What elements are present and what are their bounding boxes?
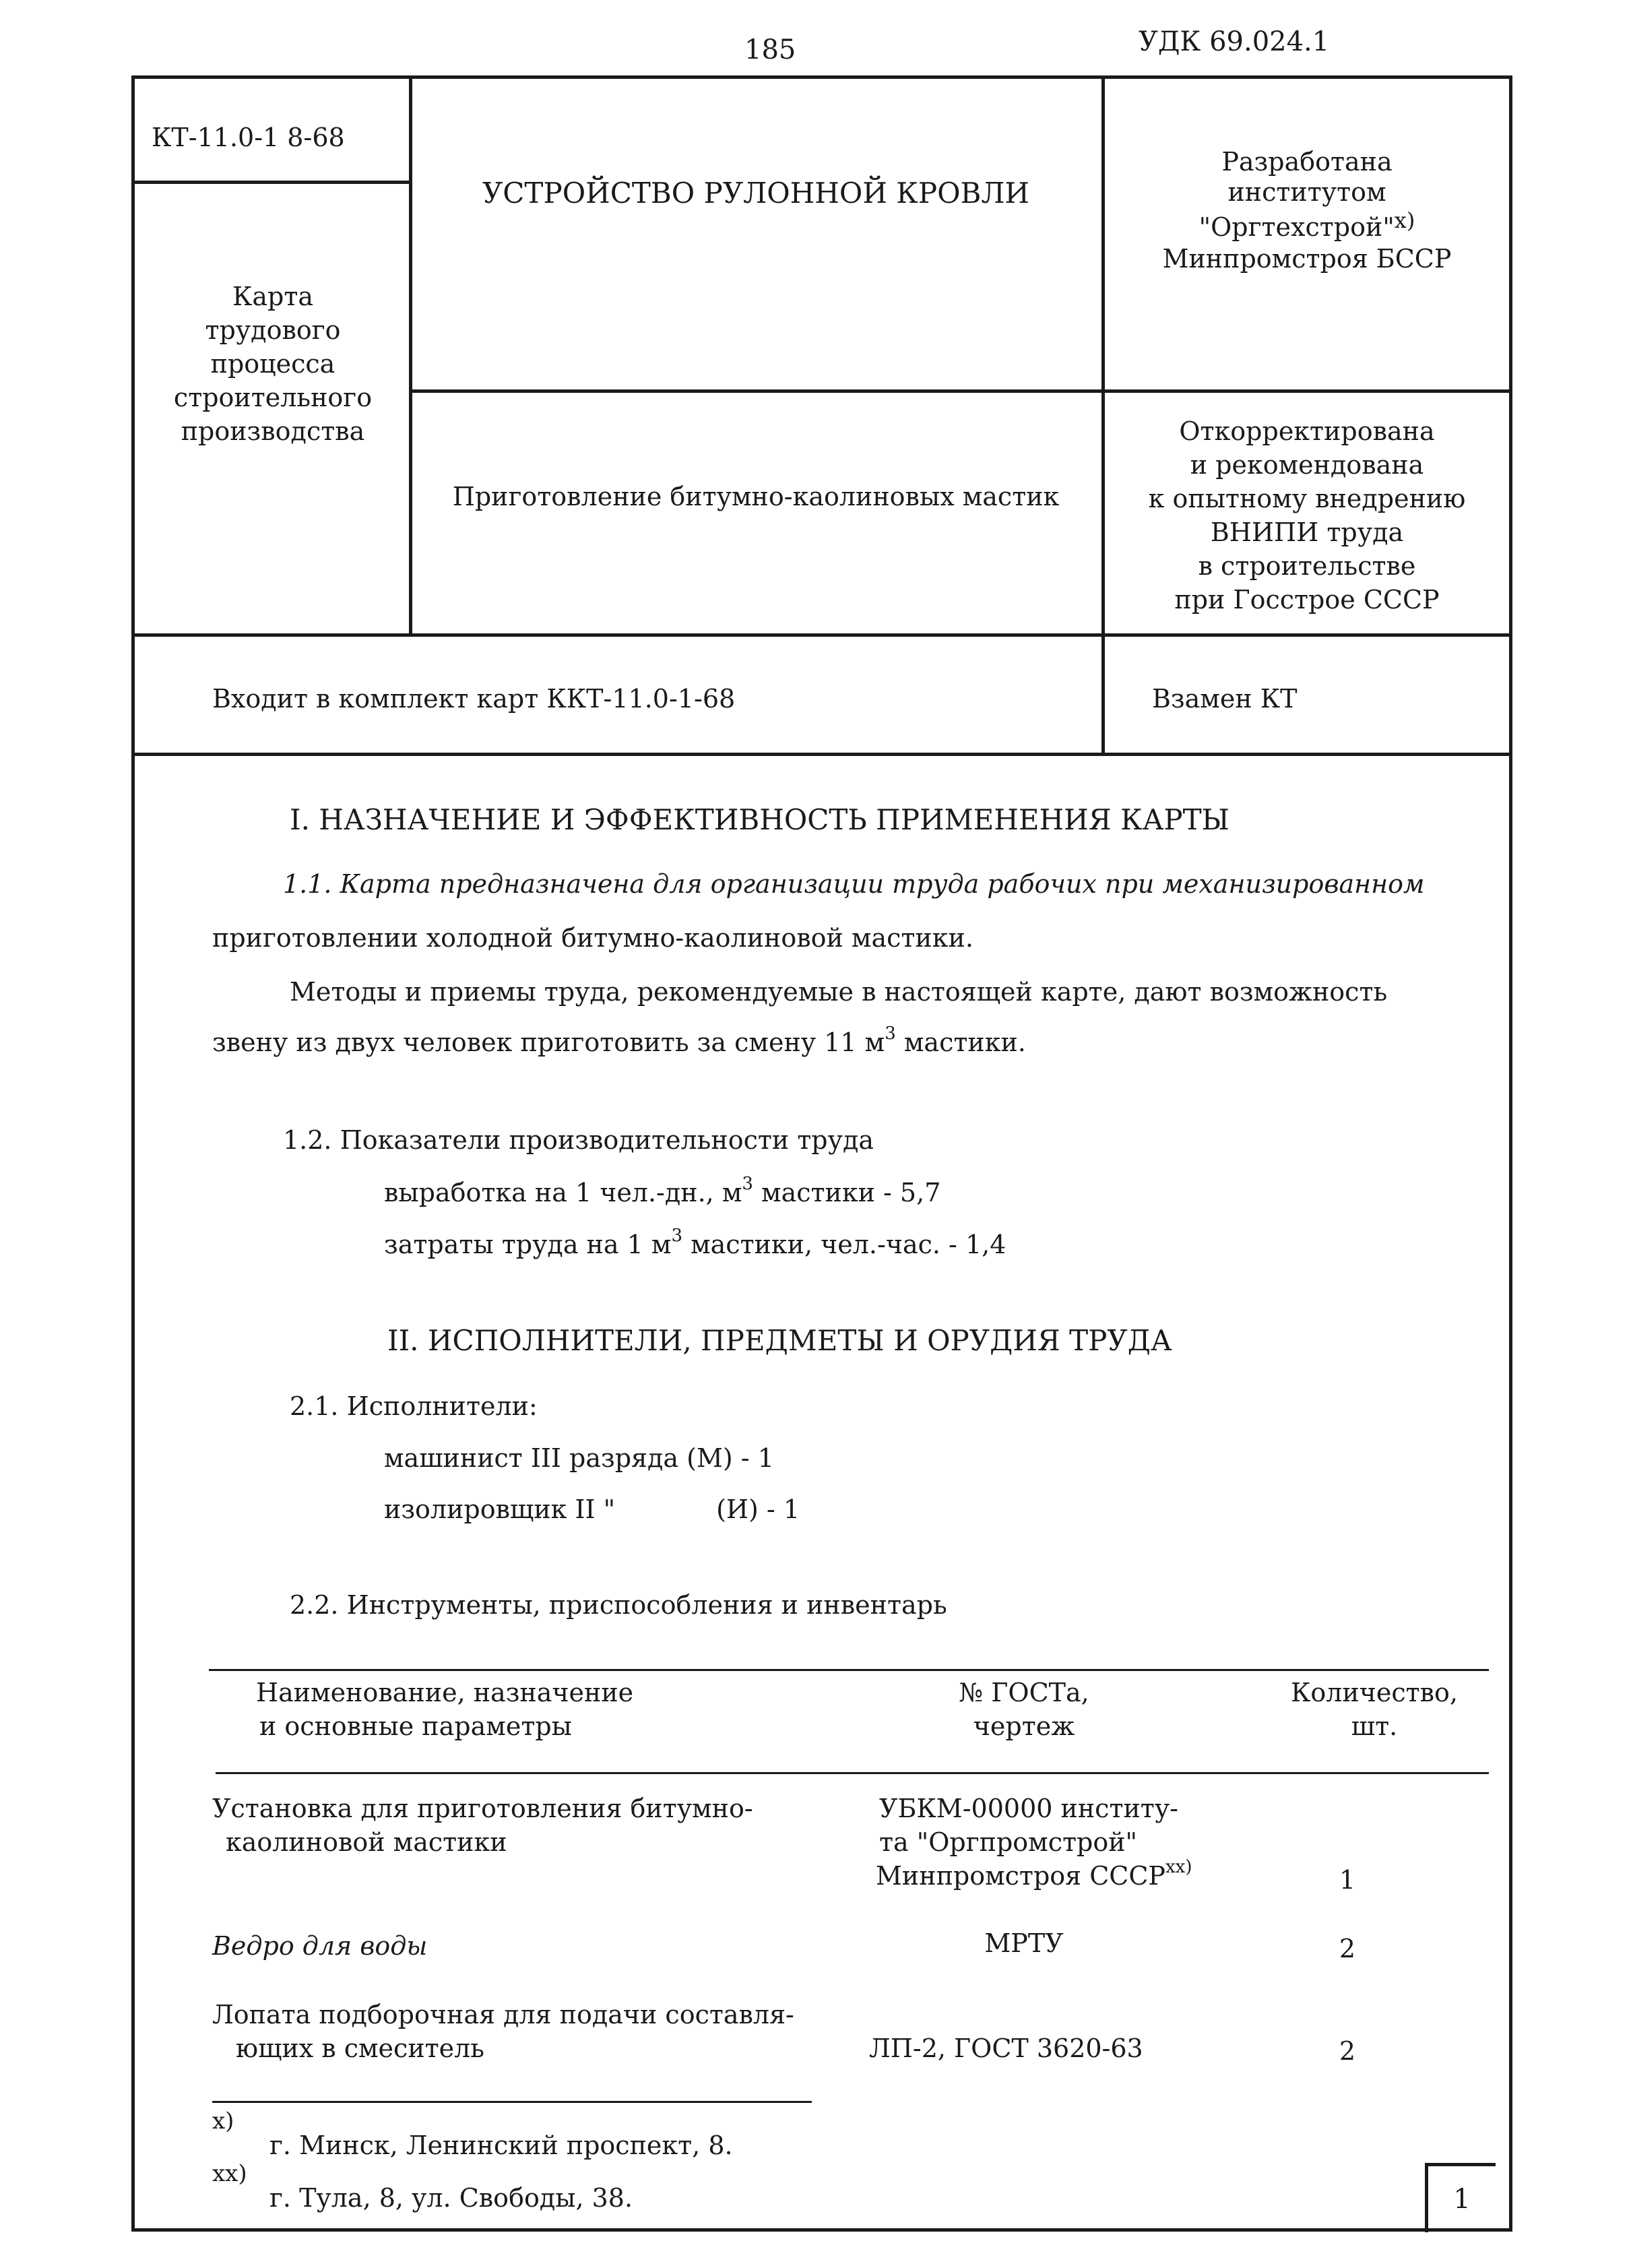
card-kind-line: Карта — [232, 282, 314, 311]
section1-p2-line2 — [212, 1023, 1026, 1059]
output-text-end: мастики - 5,7 — [753, 1178, 941, 1207]
table-row2-qty: 2 — [1339, 1934, 1356, 1963]
p2-text: звену из двух человек приготовить за смену 11 м — [212, 1028, 885, 1057]
labor-text-end: мастики, чел.-час. - 1,4 — [682, 1230, 1006, 1259]
corrected-by — [1108, 414, 1506, 617]
cubic-sup: 3 — [671, 1226, 682, 1246]
code-cell-line — [131, 181, 409, 184]
table-row3-name-2: ющих в смеситель — [236, 2034, 484, 2063]
frame-lower-line — [131, 753, 1512, 756]
col-header-name-2: и основные параметры — [259, 1711, 572, 1741]
section1-p1-line1: 1.1. Карта предназначена для организации труда рабочих при механизированном — [283, 869, 1425, 899]
labor-cost — [384, 1226, 1006, 1261]
title-divider-line — [409, 389, 1512, 393]
footnote-rule — [212, 2101, 812, 2103]
footnote-1-text: г. Минск, Ленинский проспект, 8. — [269, 2131, 733, 2160]
table-header-rule — [216, 1772, 1489, 1774]
corrected-line: в строительстве — [1198, 551, 1416, 581]
col-header-qty-2: шт. — [1351, 1711, 1398, 1741]
col-divider-1 — [409, 75, 412, 637]
table-row2-name: Ведро для воды — [212, 1931, 428, 1961]
corrected-line: Откорректирована — [1179, 416, 1435, 446]
page-number: 185 — [744, 34, 796, 65]
frame-top-line — [131, 75, 1512, 79]
p2-text-end: мастики. — [895, 1028, 1026, 1057]
table-row1-name-1: Установка для приготовления битумно- — [212, 1794, 753, 1823]
table-row3-name-1: Лопата подборочная для подачи составля- — [212, 2000, 794, 2029]
frame-left-line — [131, 75, 135, 2232]
section2-heading: II. ИСПОЛНИТЕЛИ, ПРЕДМЕТЫ И ОРУДИЯ ТРУДА — [387, 1324, 1172, 1357]
labor-text: затраты труда на 1 м — [384, 1230, 672, 1259]
table-row1-gost-2: та "Оргпромстрой" — [879, 1827, 1138, 1857]
frame-right-line — [1509, 75, 1512, 2232]
sheet-number: 1 — [1453, 2184, 1471, 2215]
col-header-gost-1: № ГОСТа, — [959, 1678, 1089, 1707]
corrected-line: ВНИПИ труда — [1210, 517, 1404, 547]
card-title: УСТРОЙСТВО РУЛОННОЙ КРОВЛИ — [482, 177, 1030, 210]
table-top-rule — [209, 1669, 1489, 1671]
card-kind-line: процесса — [210, 349, 335, 379]
table-row2-gost: МРТУ — [984, 1928, 1064, 1958]
cubic-sup: 3 — [885, 1023, 896, 1044]
cubic-sup: 3 — [742, 1174, 753, 1194]
corrected-line: и рекомендована — [1190, 450, 1424, 480]
table-row1-name-2: каолиновой мастики — [226, 1827, 507, 1857]
udc-code: УДК 69.024.1 — [1139, 26, 1330, 57]
table-row1-gost-3 — [876, 1857, 1192, 1892]
insulator-name: изолировщик II " — [384, 1494, 616, 1524]
developed-by — [1108, 145, 1506, 276]
worker-insulator — [384, 1494, 800, 1525]
section1-p3-heading: 1.2. Показатели производительности труда — [283, 1125, 874, 1155]
developed-line: институтом — [1227, 177, 1386, 207]
developed-line: Минпромстроя БССР — [1162, 244, 1452, 274]
developed-line: "Оргтехстрой" — [1198, 212, 1395, 242]
developed-line: Разработана — [1221, 147, 1393, 177]
footnote-2-text: г. Тула, 8, ул. Свободы, 38. — [269, 2183, 633, 2213]
table-row1-gost-1: УБКМ-00000 институ- — [879, 1794, 1179, 1823]
section1-p2-line1: Методы и приемы труда, рекомендуемые в настоящей карте, дают возможность — [290, 977, 1388, 1007]
card-kind-line: производства — [181, 416, 365, 446]
footnote-2-mark: хх) — [212, 2160, 247, 2187]
col-header-gost-2: чертеж — [973, 1711, 1075, 1741]
gost-line3-text: Минпромстроя СССР — [876, 1861, 1166, 1891]
card-code: КТ-11.0-1 8-68 — [152, 123, 345, 152]
gost-footnote-mark: хх) — [1165, 1857, 1192, 1877]
table-row3-qty: 2 — [1339, 2036, 1356, 2066]
footnote-1-mark: х) — [212, 2108, 234, 2135]
output-text: выработка на 1 чел.-дн., м — [384, 1178, 742, 1207]
col-divider-2 — [1101, 75, 1105, 756]
table-row3-gost: ЛП-2, ГОСТ 3620-63 — [869, 2034, 1143, 2063]
set-membership: Входит в комплект карт ККТ-11.0-1-68 — [212, 684, 736, 714]
replaces: Взамен КТ — [1152, 684, 1298, 714]
worker-machinist: машинист III разряда (М) - 1 — [384, 1443, 774, 1473]
frame-bottom-line — [131, 2228, 1512, 2232]
corrected-line: к опытному внедрению — [1148, 484, 1466, 513]
frame-mid-line — [131, 633, 1512, 637]
table-row1-qty: 1 — [1339, 1865, 1356, 1895]
card-kind-line: трудового — [205, 315, 341, 345]
output-rate — [384, 1174, 941, 1209]
developed-footnote-mark: х) — [1394, 208, 1415, 233]
col-header-name-1: Наименование, назначение — [256, 1678, 634, 1707]
col-header-qty-1: Количество, — [1290, 1678, 1459, 1707]
corrected-line: при Госстрое СССР — [1174, 585, 1440, 615]
card-kind — [138, 280, 408, 448]
insulator-count: (И) - 1 — [716, 1494, 800, 1524]
section1-heading: I. НАЗНАЧЕНИЕ И ЭФФЕКТИВНОСТЬ ПРИМЕНЕНИЯ КАРТЫ — [290, 803, 1229, 836]
section2-p1-heading: 2.1. Исполнители: — [290, 1391, 538, 1421]
card-subtitle: Приготовление битумно-каолиновых мастик — [452, 482, 1060, 511]
section2-p2-heading: 2.2. Инструменты, приспособления и инвентарь — [290, 1590, 947, 1620]
card-kind-line: строительного — [173, 383, 373, 412]
section1-p1-line2: приготовлении холодной битумно-каолиновой мастики. — [212, 923, 973, 953]
